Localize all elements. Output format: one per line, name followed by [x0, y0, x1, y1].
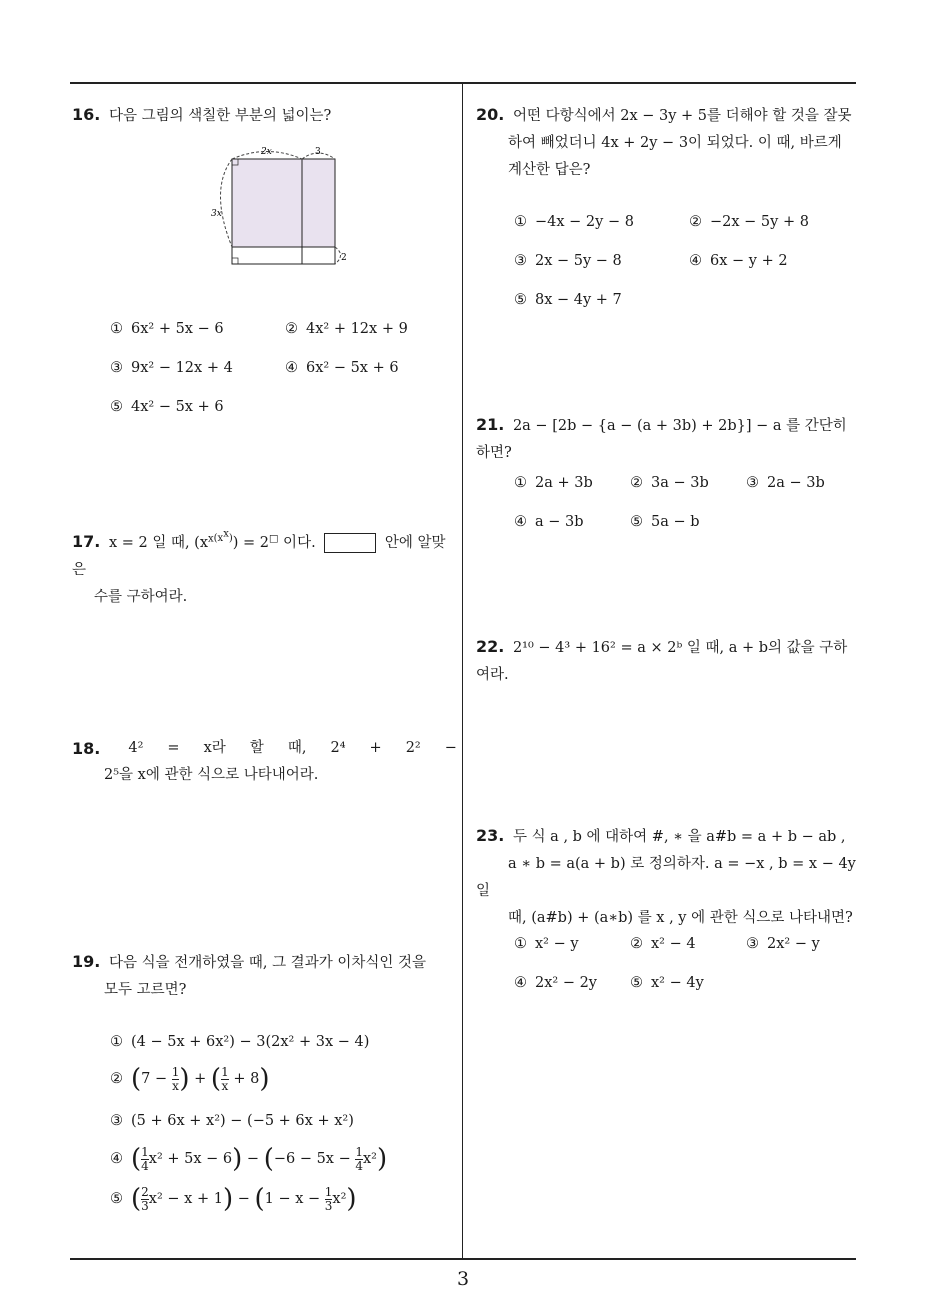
- q20-option-2[interactable]: ② −2x − 5y + 8: [689, 214, 809, 230]
- question-23: 23. 두 식 a , b 에 대하여 #, ∗ 을 a#b = a + b − ab , a ∗ b = a(a + b) 로 정의하자. a = −x , b = x − 4y 일 때, (a#b) + (a∗b) 를 x , y 에 관한 식으로 나타내면?: [476, 826, 856, 926]
- q16-option-4[interactable]: ④ 6x² − 5x + 6: [285, 360, 399, 376]
- q21-option-3[interactable]: ③ 2a − 3b: [746, 475, 825, 491]
- q23-option-5[interactable]: ⑤ x² − 4y: [630, 975, 704, 991]
- bottom-rule: [70, 1258, 856, 1260]
- question-number: 16.: [72, 105, 101, 124]
- question-number: 23.: [476, 826, 505, 845]
- question-17: 17. x = 2 일 때, $(x^{x(x^x)}) = 2^□$ 이다. 안에 알맞은 수를 구하여라.: [72, 529, 446, 606]
- question-number: 21.: [476, 415, 505, 434]
- question-22: 22. 2¹⁰ − 4³ + 16² = a × 2ᵇ 일 때, a + b의 값을 구하여라.: [476, 637, 848, 683]
- question-18: 18. 4² = x라 할 때, 2⁴ + 2² − 2⁵을 x에 관한 식으로 나타내어라.: [72, 735, 457, 789]
- q20-option-3[interactable]: ③ 2x − 5y − 8: [514, 253, 622, 269]
- question-number: 19.: [72, 952, 101, 971]
- q20-option-4[interactable]: ④ 6x − y + 2: [689, 253, 788, 269]
- q21-option-2[interactable]: ② 3a − 3b: [630, 475, 709, 491]
- q23-option-2[interactable]: ② x² − 4: [630, 936, 696, 952]
- label-2x: 2x: [261, 147, 272, 157]
- q19-option-1[interactable]: ① (4 − 5x + 6x²) − 3(2x² + 3x − 4): [110, 1034, 370, 1050]
- q20-option-1[interactable]: ① −4x − 2y − 8: [514, 214, 634, 230]
- label-2: 2: [341, 253, 347, 263]
- q19-option-3[interactable]: ③ (5 + 6x + x²) − (−5 + 6x + x²): [110, 1113, 354, 1129]
- label-3: 3: [315, 147, 321, 157]
- q21-option-5[interactable]: ⑤ 5a − b: [630, 514, 700, 530]
- question-19: 19. 다음 식을 전개하였을 때, 그 결과가 이차식인 것을 모두 고르면?: [72, 952, 426, 998]
- q16-option-3[interactable]: ③ 9x² − 12x + 4: [110, 360, 233, 376]
- answer-box[interactable]: [324, 533, 376, 553]
- q19-option-4[interactable]: ④ ( $\frac{1}{4}$ x² + 5x − 6) − (−6 − 5x − $\frac{1}{4}$ x²): [110, 1144, 388, 1174]
- question-16: [72, 101, 457, 130]
- question-number: 20.: [476, 105, 505, 124]
- question-text: 다음 그림의 색칠한 부분의 넓이는?: [108, 108, 332, 124]
- q16-option-2[interactable]: ② 4x² + 12x + 9: [285, 321, 408, 337]
- q21-option-1[interactable]: ① 2a + 3b: [514, 475, 593, 491]
- q23-option-1[interactable]: ① x² − y: [514, 936, 579, 952]
- q16-figure: [205, 142, 355, 270]
- q19-option-2[interactable]: ② (7 − $\frac{1}{x}$ ) + ( $\frac{1}{x}$ + 8): [110, 1064, 270, 1094]
- q23-option-3[interactable]: ③ 2x² − y: [746, 936, 820, 952]
- question-number: 18.: [72, 739, 101, 758]
- column-divider: [462, 82, 463, 1259]
- question-21: 21. 2a − [2b − {a − (a + 3b) + 2b}] − a 를 간단히 하면?: [476, 415, 847, 461]
- question-number: 17.: [72, 532, 101, 552]
- page-number: 3: [456, 1268, 470, 1290]
- q16-option-1[interactable]: ① 6x² + 5x − 6: [110, 321, 224, 337]
- question-20: 20. 어떤 다항식에서 2x − 3y + 5를 더해야 할 것을 잘못 하여 빼었더니 4x + 2y − 3이 되었다. 이 때, 바르게 계산한 답은?: [476, 105, 852, 178]
- q20-option-5[interactable]: ⑤ 8x − 4y + 7: [514, 292, 622, 308]
- q23-option-4[interactable]: ④ 2x² − 2y: [514, 975, 598, 991]
- label-3x: 3x: [211, 209, 222, 219]
- q19-option-5[interactable]: ⑤ ( $\frac{2}{3}$ x² − x + 1) − (1 − x − $\frac{1}{3}$ x²): [110, 1184, 357, 1214]
- q16-option-5[interactable]: ⑤ 4x² − 5x + 6: [110, 399, 224, 415]
- question-number: 22.: [476, 637, 505, 656]
- q21-option-4[interactable]: ④ a − 3b: [514, 514, 584, 530]
